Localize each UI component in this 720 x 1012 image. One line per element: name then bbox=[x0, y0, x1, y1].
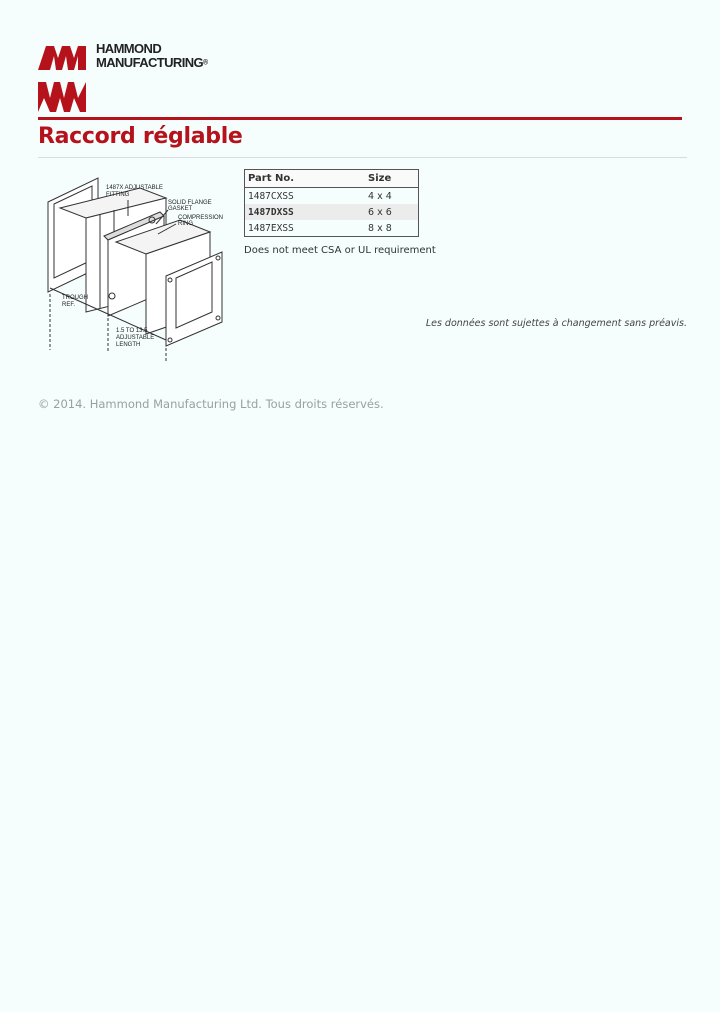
header-divider bbox=[38, 117, 682, 120]
disclaimer-text: Les données sont sujettes à changement sans préavis. bbox=[425, 318, 687, 329]
part-number: 1487EXSS bbox=[248, 222, 294, 234]
table-row[interactable] bbox=[245, 204, 419, 220]
page-title: Raccord réglable bbox=[38, 124, 243, 149]
label-fitting-2: FITTING bbox=[106, 192, 130, 198]
title-divider bbox=[38, 157, 687, 158]
table-row[interactable] bbox=[245, 220, 419, 237]
column-header-part: Part No. bbox=[245, 170, 366, 188]
label-trough: TROUGH bbox=[62, 295, 88, 301]
label-ring-2: RING bbox=[178, 221, 193, 227]
part-size: 4 x 4 bbox=[368, 190, 392, 202]
label-fitting: 1487X ADJUSTABLE bbox=[106, 185, 163, 191]
part-size: 8 x 8 bbox=[368, 222, 392, 234]
label-length: 1.5 TO 13.5 bbox=[116, 328, 148, 334]
label-length-2: ADJUSTABLE bbox=[116, 335, 155, 341]
table-header-row bbox=[245, 170, 419, 188]
hammond-logo[interactable] bbox=[38, 42, 228, 114]
certification-note: Does not meet CSA or UL requirement bbox=[244, 245, 436, 256]
label-length-3: LENGTH bbox=[116, 342, 141, 348]
registered-mark: ® bbox=[203, 59, 208, 67]
column-header-size: Size bbox=[365, 170, 419, 188]
label-gasket-2: GASKET bbox=[168, 206, 193, 212]
part-number: 1487CXSS bbox=[248, 190, 294, 202]
label-ring: COMPRESSION bbox=[178, 215, 224, 221]
brand-wordmark bbox=[96, 42, 208, 71]
label-trough-2: REF. bbox=[62, 302, 76, 308]
copyright-footer: © 2014. Hammond Manufacturing Ltd. Tous droits réservés. bbox=[38, 397, 384, 411]
product-drawing bbox=[40, 172, 230, 367]
brand-line-2: MANUFACTURING bbox=[96, 55, 204, 70]
label-gasket: SOLID FLANGE bbox=[168, 200, 212, 206]
parts-table bbox=[244, 169, 419, 237]
part-size: 6 x 6 bbox=[365, 204, 419, 220]
fitting-diagram bbox=[40, 172, 230, 367]
part-number: 1487DXSS bbox=[245, 204, 366, 220]
hammond-logo-icon bbox=[38, 42, 88, 114]
brand-line-1: HAMMOND bbox=[96, 41, 162, 56]
table-row[interactable] bbox=[245, 188, 419, 205]
